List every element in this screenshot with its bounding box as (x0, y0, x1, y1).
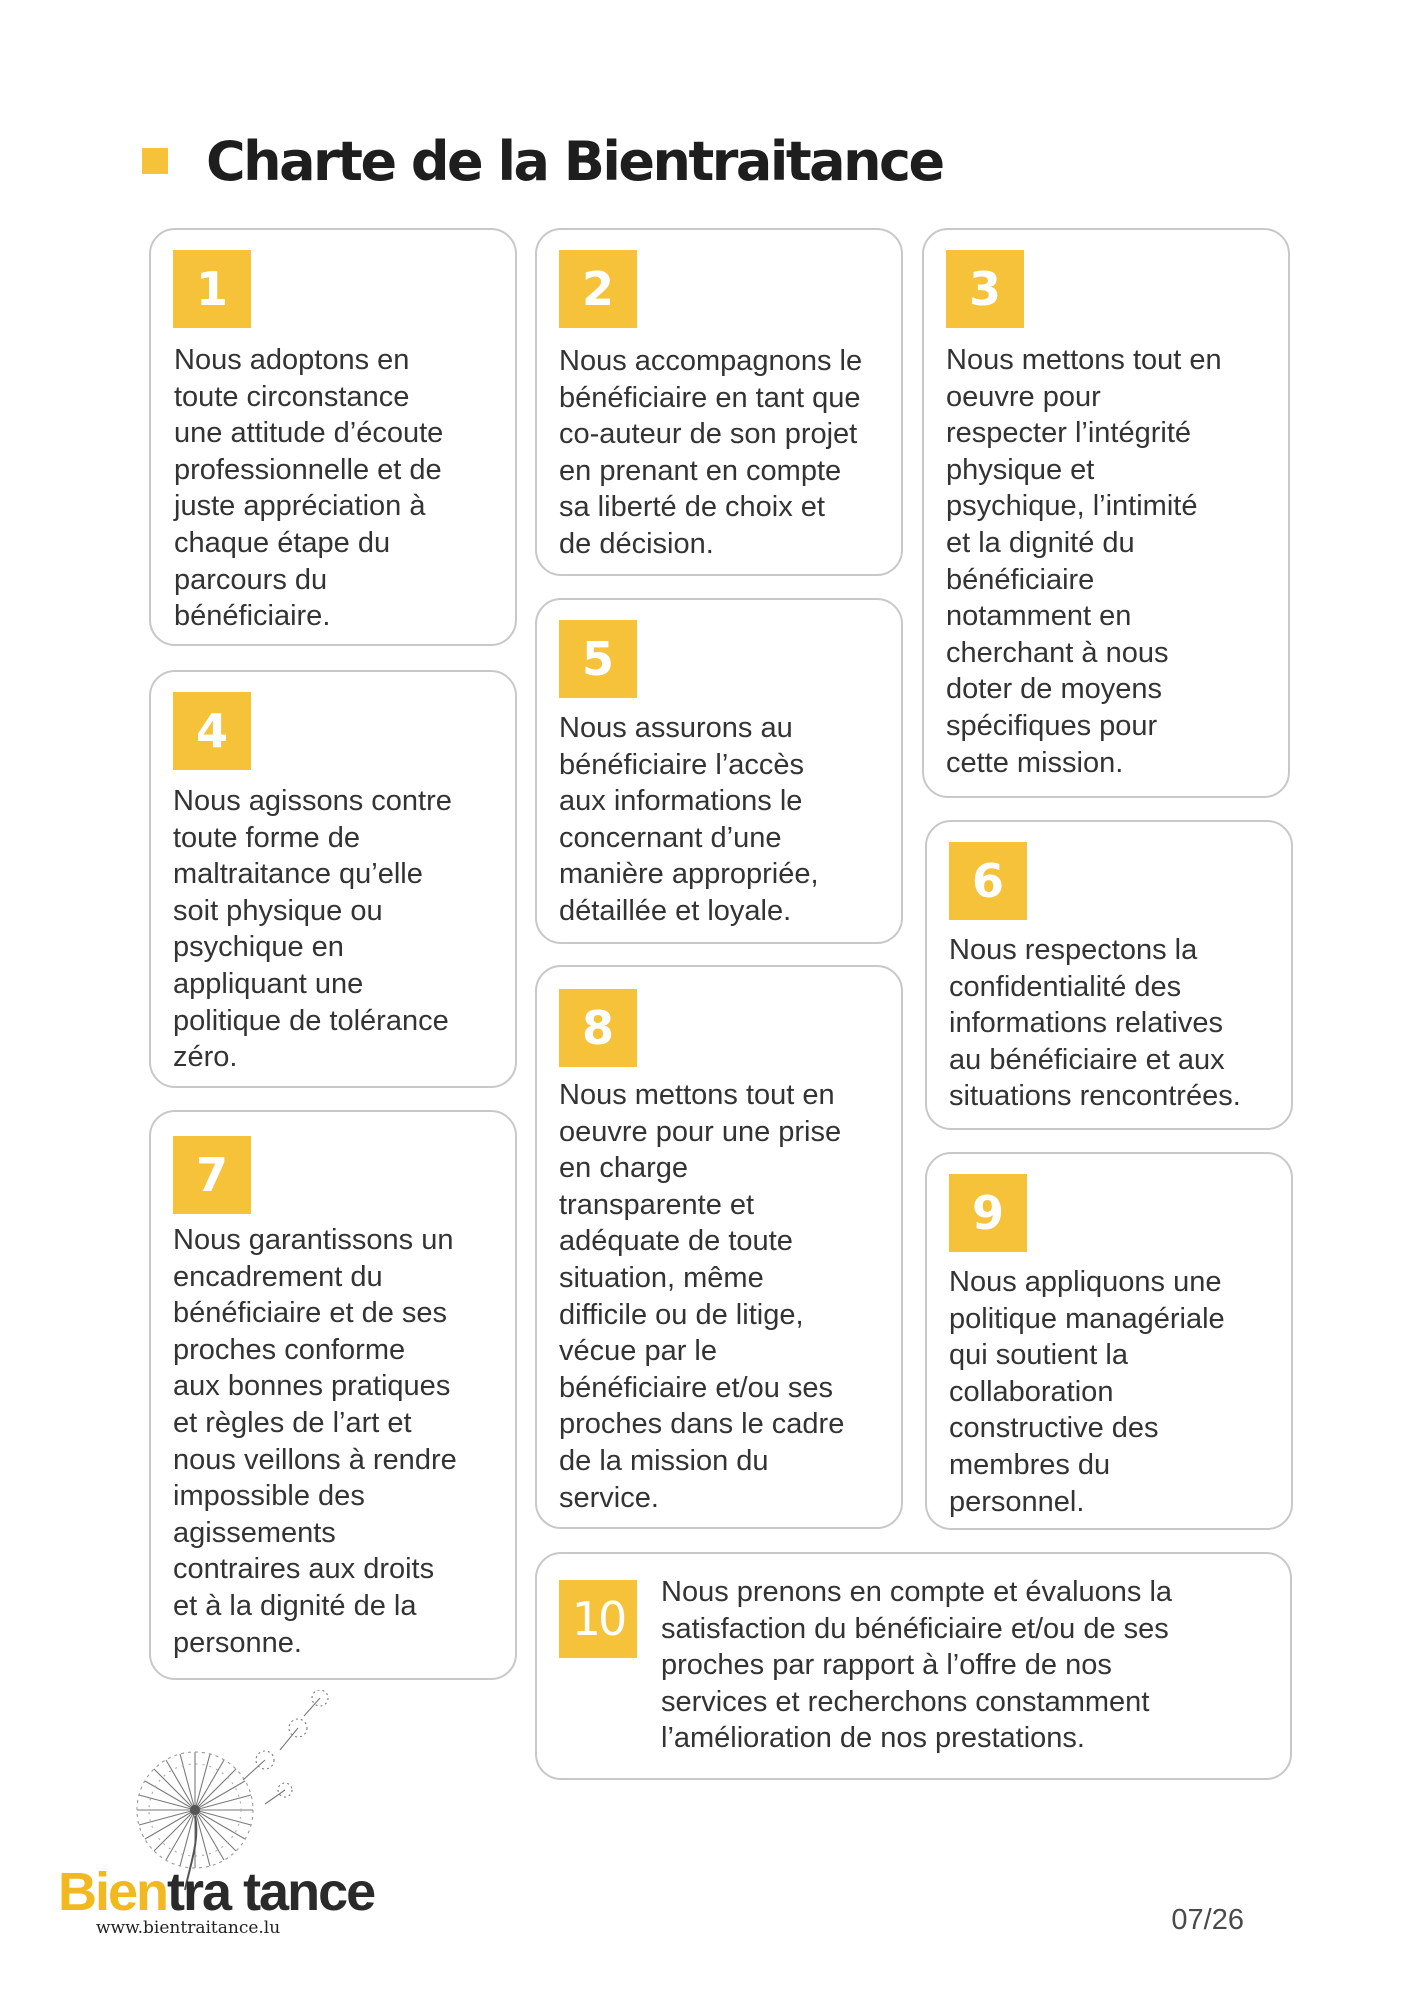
charter-card-3 (922, 228, 1290, 798)
card-number-badge: 7 (173, 1136, 251, 1214)
card-text: Nous garantissons un encadrement du bénéficiaire et de ses proches conforme aux bonnes pratiques et règles de l’art et nous veillons à rendre impossible des agissements contraires aux droits et à la dignité de la personne. (173, 1224, 457, 1659)
charter-card-9 (925, 1152, 1293, 1530)
charter-card-2 (535, 228, 903, 576)
card-text: Nous appliquons une politique managériale qui soutient la collaboration constructive des membres du personnel. (949, 1266, 1225, 1518)
card-number-badge: 1 (173, 250, 251, 328)
card-text: Nous adoptons en toute circonstance une attitude d’écoute professionnelle et de juste appréciation à chaque étape du parcours du bénéficiaire. (174, 344, 444, 633)
card-text: Nous accompagnons le bénéficiaire en tant que co-auteur de son projet en prenant en compte sa liberté de choix et de décision. (559, 345, 863, 560)
card-number-badge: 3 (946, 250, 1024, 328)
card-number-badge: 5 (559, 620, 637, 698)
card-text: Nous mettons tout en oeuvre pour une prise en charge transparente et adéquate de toute situation, même difficile ou de litige, vécue par le bénéficiaire et/ou ses proches dans le cadre de la mission du service. (559, 1079, 845, 1514)
page-title: Charte de la Bientraitance (206, 130, 943, 193)
charter-card-7 (149, 1110, 517, 1680)
charter-card-1 (149, 228, 517, 646)
card-number-badge: 8 (559, 989, 637, 1067)
logo-wordmark: Bientra tance (58, 1862, 375, 1922)
card-text: Nous prenons en compte et évaluons la satisfaction du bénéficiaire et/ou de ses proches par rapport à l’offre de nos services et recherchons constamment l’amélioration de nos prestations. (661, 1576, 1173, 1755)
logo-url: www.bientraitance.lu (96, 1918, 281, 1938)
title-square-icon (142, 148, 168, 174)
card-text: Nous agissons contre toute forme de maltraitance qu’elle soit physique ou psychique en appliquant une politique de tolérance zéro. (173, 785, 452, 1074)
card-text: Nous respectons la confidentialité des informations relatives au bénéficiaire et aux situations rencontrées. (949, 934, 1241, 1113)
page-number: 07/26 (1171, 1904, 1244, 1936)
charter-card-6 (925, 820, 1293, 1130)
card-number-badge: 10 (559, 1580, 637, 1658)
charter-card-10 (535, 1552, 1292, 1780)
charter-card-4 (149, 670, 517, 1088)
card-text: Nous mettons tout en oeuvre pour respecter l’intégrité physique et psychique, l’intimité et la dignité du bénéficiaire notamment en cherchant à nous doter de moyens spécifiques pour cette mission. (946, 344, 1222, 779)
charter-card-8 (535, 965, 903, 1529)
card-text: Nous assurons au bénéficiaire l’accès aux informations le concernant d’une manière appropriée, détaillée et loyale. (559, 712, 819, 927)
card-number-badge: 2 (559, 250, 637, 328)
card-number-badge: 9 (949, 1174, 1027, 1252)
card-number-badge: 4 (173, 692, 251, 770)
card-number-badge: 6 (949, 842, 1027, 920)
charter-card-5 (535, 598, 903, 944)
